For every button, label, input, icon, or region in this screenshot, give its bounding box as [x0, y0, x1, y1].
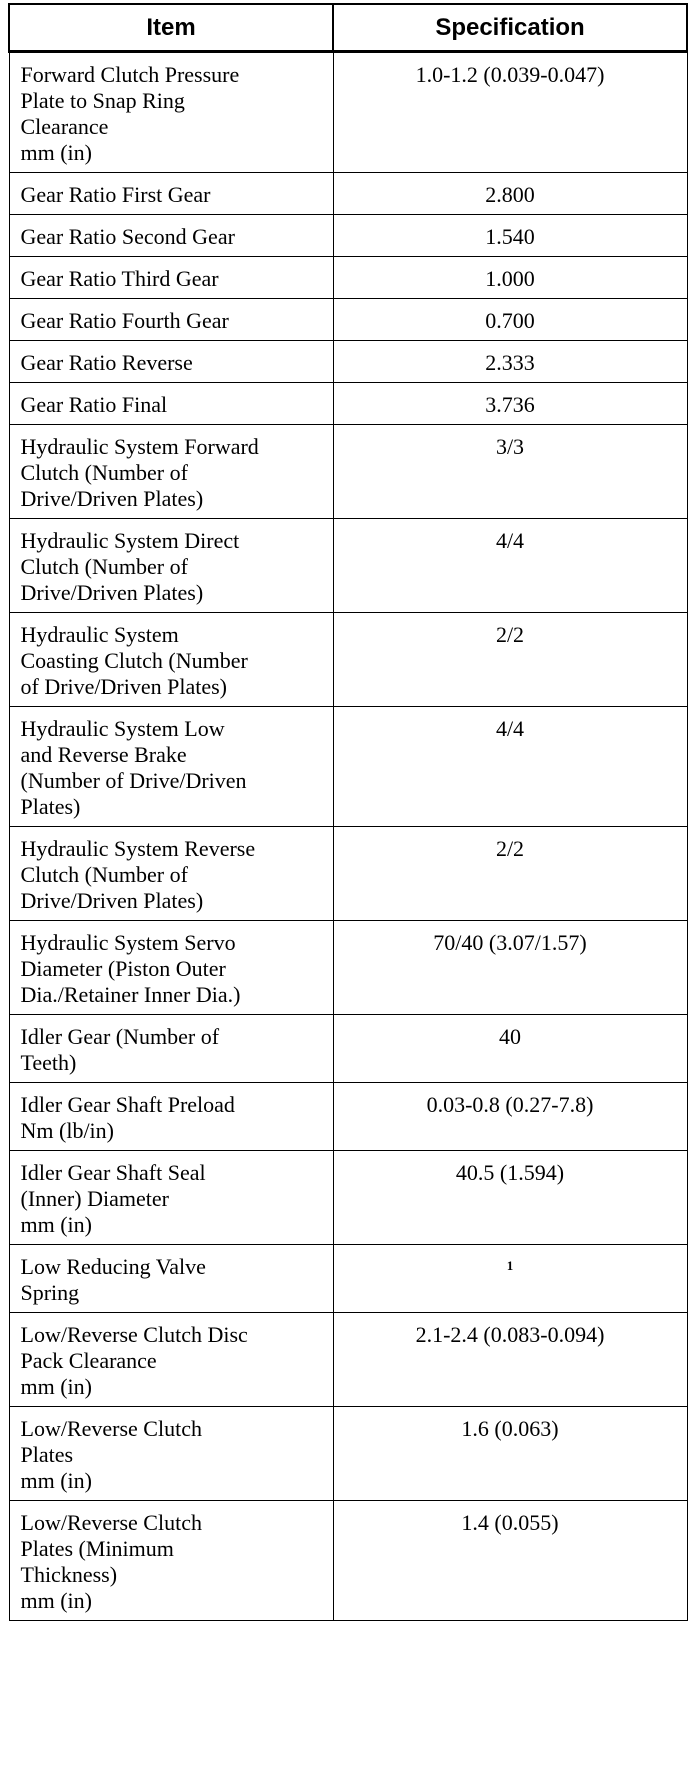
table-row — [9, 52, 687, 173]
item-cell: Low Reducing Valve Spring — [9, 1245, 333, 1313]
header-row — [9, 4, 687, 52]
item-cell: Low/Reverse Clutch Plates mm (in) — [9, 1407, 333, 1501]
item-cell: Hydraulic System Direct Clutch (Number of Drive/Driven Plates) — [9, 519, 333, 613]
item-cell: Hydraulic System Low and Reverse Brake (Number of Drive/Driven Plates) — [9, 707, 333, 827]
item-cell: Idler Gear Shaft Seal (Inner) Diameter mm (in) — [9, 1151, 333, 1245]
table-row — [9, 1083, 687, 1151]
item-cell: Gear Ratio Reverse — [9, 341, 333, 383]
spec-cell: 3/3 — [333, 425, 687, 519]
spec-cell: 0.03-0.8 (0.27-7.8) — [333, 1083, 687, 1151]
table-row — [9, 383, 687, 425]
spec-cell: 1.540 — [333, 215, 687, 257]
table-row — [9, 341, 687, 383]
item-cell: Forward Clutch Pressure Plate to Snap Ring Clearance mm (in) — [9, 52, 333, 173]
item-cell: Gear Ratio First Gear — [9, 173, 333, 215]
footnote-marker: 1 — [333, 1245, 687, 1313]
table-row — [9, 1245, 687, 1313]
table-row — [9, 299, 687, 341]
table-row — [9, 215, 687, 257]
spec-cell: 3.736 — [333, 383, 687, 425]
table-row — [9, 1015, 687, 1083]
spec-cell: 1.6 (0.063) — [333, 1407, 687, 1501]
item-cell: Gear Ratio Third Gear — [9, 257, 333, 299]
table-row — [9, 1313, 687, 1407]
table-row — [9, 173, 687, 215]
spec-cell: 2.333 — [333, 341, 687, 383]
item-cell: Gear Ratio Final — [9, 383, 333, 425]
table-row — [9, 519, 687, 613]
spec-cell: 1.4 (0.055) — [333, 1501, 687, 1621]
spec-cell: 2/2 — [333, 827, 687, 921]
table-row — [9, 1151, 687, 1245]
spec-cell: 2.800 — [333, 173, 687, 215]
spec-cell: 4/4 — [333, 707, 687, 827]
table-row — [9, 921, 687, 1015]
spec-cell: 40 — [333, 1015, 687, 1083]
spec-cell: 2/2 — [333, 613, 687, 707]
spec-cell: 1.0-1.2 (0.039-0.047) — [333, 52, 687, 173]
spec-cell: 2.1-2.4 (0.083-0.094) — [333, 1313, 687, 1407]
specification-column-header: Specification — [333, 4, 687, 52]
item-cell: Hydraulic System Forward Clutch (Number of Drive/Driven Plates) — [9, 425, 333, 519]
spec-cell: 70/40 (3.07/1.57) — [333, 921, 687, 1015]
item-cell: Gear Ratio Second Gear — [9, 215, 333, 257]
item-cell: Idler Gear (Number of Teeth) — [9, 1015, 333, 1083]
table-row — [9, 257, 687, 299]
item-cell: Idler Gear Shaft Preload Nm (lb/in) — [9, 1083, 333, 1151]
item-cell: Hydraulic System Servo Diameter (Piston Outer Dia./Retainer Inner Dia.) — [9, 921, 333, 1015]
spec-cell: 4/4 — [333, 519, 687, 613]
specifications-table — [8, 3, 688, 1621]
table-row — [9, 1501, 687, 1621]
table-row — [9, 707, 687, 827]
table-row — [9, 613, 687, 707]
spec-cell: 40.5 (1.594) — [333, 1151, 687, 1245]
item-cell: Low/Reverse Clutch Disc Pack Clearance mm (in) — [9, 1313, 333, 1407]
table-body — [9, 52, 687, 1621]
item-cell: Gear Ratio Fourth Gear — [9, 299, 333, 341]
table-row — [9, 425, 687, 519]
item-cell: Low/Reverse Clutch Plates (Minimum Thickness) mm (in) — [9, 1501, 333, 1621]
table-row — [9, 827, 687, 921]
item-column-header: Item — [9, 4, 333, 52]
item-cell: Hydraulic System Reverse Clutch (Number of Drive/Driven Plates) — [9, 827, 333, 921]
spec-cell: 1.000 — [333, 257, 687, 299]
spec-cell: 0.700 — [333, 299, 687, 341]
table-row — [9, 1407, 687, 1501]
item-cell: Hydraulic System Coasting Clutch (Number of Drive/Driven Plates) — [9, 613, 333, 707]
